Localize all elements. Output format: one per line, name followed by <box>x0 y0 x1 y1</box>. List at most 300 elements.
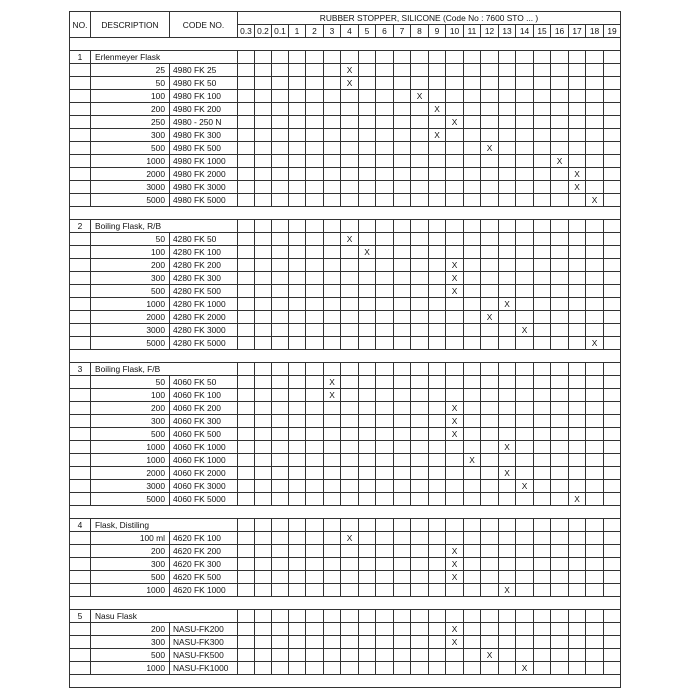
size-cell <box>394 662 411 675</box>
size-cell <box>255 610 272 623</box>
size-cell <box>586 558 604 571</box>
size-cell <box>481 493 499 506</box>
size-cell <box>359 480 376 493</box>
size-cell <box>516 467 534 480</box>
size-cell <box>499 610 516 623</box>
size-cell <box>238 493 255 506</box>
size-cell <box>341 480 359 493</box>
row-description: 500 <box>91 649 170 662</box>
size-cell <box>534 454 551 467</box>
size-cell <box>394 311 411 324</box>
group-number: 3 <box>70 363 91 376</box>
size-cell <box>551 142 569 155</box>
size-cell <box>359 649 376 662</box>
size-cell <box>341 337 359 350</box>
size-cell <box>534 649 551 662</box>
size-cell <box>359 584 376 597</box>
size-cell <box>499 64 516 77</box>
size-cell <box>306 389 324 402</box>
size-cell <box>341 90 359 103</box>
size-cell <box>464 311 481 324</box>
size-cell <box>324 610 341 623</box>
size-cell <box>394 610 411 623</box>
table-row <box>70 441 621 454</box>
size-cell <box>341 389 359 402</box>
size-cell <box>569 337 586 350</box>
size-cell <box>446 90 464 103</box>
size-cell <box>359 324 376 337</box>
row-number-cell <box>70 103 91 116</box>
size-cell <box>272 272 289 285</box>
size-mark: X <box>341 233 359 246</box>
size-cell <box>289 168 306 181</box>
size-cell <box>499 272 516 285</box>
size-cell <box>324 636 341 649</box>
size-cell <box>255 298 272 311</box>
size-cell <box>604 402 621 415</box>
size-cell <box>376 571 394 584</box>
size-cell <box>499 402 516 415</box>
size-cell <box>376 415 394 428</box>
size-cell <box>481 51 499 64</box>
size-cell <box>341 220 359 233</box>
row-description: 300 <box>91 272 170 285</box>
size-cell <box>446 246 464 259</box>
size-cell <box>289 246 306 259</box>
size-cell <box>376 441 394 454</box>
size-cell <box>516 116 534 129</box>
size-cell <box>551 519 569 532</box>
size-mark: X <box>446 558 464 571</box>
size-cell <box>272 103 289 116</box>
size-cell <box>238 584 255 597</box>
size-cell <box>255 168 272 181</box>
size-cell <box>534 194 551 207</box>
size-cell <box>604 246 621 259</box>
size-cell <box>551 415 569 428</box>
size-cell <box>394 194 411 207</box>
size-cell <box>446 181 464 194</box>
size-cell <box>394 636 411 649</box>
size-cell <box>272 428 289 441</box>
group-spacer <box>70 207 621 220</box>
group-header-row <box>70 363 621 376</box>
row-description: 2000 <box>91 168 170 181</box>
size-cell <box>359 285 376 298</box>
size-cell <box>272 298 289 311</box>
size-cell <box>464 662 481 675</box>
size-cell <box>238 142 255 155</box>
size-cell <box>516 285 534 298</box>
size-cell <box>376 428 394 441</box>
size-cell <box>411 480 429 493</box>
size-cell <box>324 142 341 155</box>
size-cell <box>306 64 324 77</box>
size-header: 7 <box>394 25 411 38</box>
size-cell <box>394 298 411 311</box>
row-description: 3000 <box>91 181 170 194</box>
size-cell <box>499 337 516 350</box>
size-cell <box>376 389 394 402</box>
size-cell <box>411 272 429 285</box>
size-cell <box>534 337 551 350</box>
size-cell <box>481 389 499 402</box>
size-cell <box>604 64 621 77</box>
size-cell <box>446 233 464 246</box>
size-cell <box>516 103 534 116</box>
size-cell <box>499 324 516 337</box>
size-cell <box>238 168 255 181</box>
size-cell <box>272 389 289 402</box>
size-cell <box>551 649 569 662</box>
size-cell <box>376 363 394 376</box>
size-cell <box>586 168 604 181</box>
size-cell <box>499 493 516 506</box>
size-cell <box>238 116 255 129</box>
size-cell <box>481 662 499 675</box>
size-header: 2 <box>306 25 324 38</box>
size-cell <box>306 428 324 441</box>
size-cell <box>516 259 534 272</box>
size-cell <box>534 363 551 376</box>
size-cell <box>464 168 481 181</box>
size-cell <box>324 298 341 311</box>
size-cell <box>411 129 429 142</box>
size-cell <box>446 142 464 155</box>
size-cell <box>411 623 429 636</box>
size-cell <box>289 142 306 155</box>
size-cell <box>481 441 499 454</box>
size-cell <box>255 376 272 389</box>
row-description: 500 <box>91 285 170 298</box>
size-cell <box>551 51 569 64</box>
row-description: 50 <box>91 77 170 90</box>
size-cell <box>534 298 551 311</box>
size-cell <box>255 285 272 298</box>
size-cell <box>255 272 272 285</box>
size-cell <box>289 90 306 103</box>
size-cell <box>604 480 621 493</box>
size-mark: X <box>446 428 464 441</box>
size-cell <box>481 415 499 428</box>
size-cell <box>411 194 429 207</box>
row-number-cell <box>70 311 91 324</box>
size-cell <box>481 571 499 584</box>
size-cell <box>289 545 306 558</box>
row-code: 4280 FK 200 <box>170 259 238 272</box>
size-cell <box>411 389 429 402</box>
size-cell <box>238 64 255 77</box>
size-header: 14 <box>516 25 534 38</box>
size-cell <box>586 142 604 155</box>
size-mark: X <box>499 467 516 480</box>
row-code: 4980 FK 100 <box>170 90 238 103</box>
size-cell <box>394 129 411 142</box>
size-cell <box>359 337 376 350</box>
size-cell <box>306 662 324 675</box>
size-cell <box>272 584 289 597</box>
size-cell <box>481 77 499 90</box>
size-cell <box>481 558 499 571</box>
size-cell <box>569 311 586 324</box>
size-cell <box>446 610 464 623</box>
size-cell <box>604 415 621 428</box>
row-number-cell <box>70 467 91 480</box>
size-cell <box>341 311 359 324</box>
size-cell <box>341 363 359 376</box>
size-cell <box>499 480 516 493</box>
size-cell <box>376 610 394 623</box>
size-cell <box>446 129 464 142</box>
size-cell <box>516 220 534 233</box>
size-cell <box>604 636 621 649</box>
size-cell <box>569 129 586 142</box>
size-cell <box>306 155 324 168</box>
size-cell <box>464 116 481 129</box>
table-row <box>70 168 621 181</box>
size-cell <box>376 259 394 272</box>
size-cell <box>551 311 569 324</box>
size-header: 5 <box>359 25 376 38</box>
size-cell <box>569 155 586 168</box>
row-number-cell <box>70 90 91 103</box>
size-cell <box>411 558 429 571</box>
size-cell <box>534 129 551 142</box>
size-cell <box>411 441 429 454</box>
size-cell <box>534 545 551 558</box>
row-description: 50 <box>91 233 170 246</box>
size-cell <box>289 441 306 454</box>
table-row <box>70 480 621 493</box>
size-cell <box>499 155 516 168</box>
size-cell <box>516 298 534 311</box>
size-mark: X <box>499 298 516 311</box>
size-cell <box>255 584 272 597</box>
row-code: 4980 - 250 N <box>170 116 238 129</box>
size-cell <box>411 545 429 558</box>
size-cell <box>238 376 255 389</box>
size-cell <box>359 415 376 428</box>
size-cell <box>238 610 255 623</box>
group-spacer <box>70 675 621 688</box>
size-cell <box>569 545 586 558</box>
row-description: 50 <box>91 376 170 389</box>
size-cell <box>569 220 586 233</box>
size-cell <box>411 246 429 259</box>
size-cell <box>255 532 272 545</box>
size-cell <box>499 415 516 428</box>
group-spacer <box>70 597 621 610</box>
size-cell <box>394 389 411 402</box>
table-row <box>70 532 621 545</box>
size-cell <box>464 324 481 337</box>
size-mark: X <box>499 584 516 597</box>
size-cell <box>324 454 341 467</box>
size-cell <box>376 519 394 532</box>
size-cell <box>429 454 446 467</box>
row-code: 4620 FK 100 <box>170 532 238 545</box>
size-cell <box>604 519 621 532</box>
size-mark: X <box>516 324 534 337</box>
size-cell <box>411 402 429 415</box>
size-cell <box>255 480 272 493</box>
size-cell <box>516 545 534 558</box>
size-cell <box>359 623 376 636</box>
size-cell <box>429 649 446 662</box>
size-cell <box>516 558 534 571</box>
size-cell <box>534 662 551 675</box>
size-cell <box>446 64 464 77</box>
size-cell <box>324 246 341 259</box>
size-cell <box>394 181 411 194</box>
size-cell <box>238 545 255 558</box>
size-cell <box>446 363 464 376</box>
size-cell <box>551 493 569 506</box>
size-cell <box>272 480 289 493</box>
size-cell <box>238 155 255 168</box>
size-cell <box>481 402 499 415</box>
size-cell <box>481 623 499 636</box>
size-cell <box>272 363 289 376</box>
size-cell <box>324 64 341 77</box>
size-cell <box>359 220 376 233</box>
size-cell <box>289 428 306 441</box>
size-cell <box>551 129 569 142</box>
size-cell <box>604 220 621 233</box>
size-cell <box>464 415 481 428</box>
table-row <box>70 103 621 116</box>
size-cell <box>341 181 359 194</box>
size-cell <box>306 441 324 454</box>
size-cell <box>272 532 289 545</box>
size-cell <box>604 272 621 285</box>
size-mark: X <box>551 155 569 168</box>
size-cell <box>429 571 446 584</box>
size-cell <box>499 259 516 272</box>
size-mark: X <box>324 376 341 389</box>
size-cell <box>306 116 324 129</box>
size-cell <box>516 129 534 142</box>
row-code: 4060 FK 100 <box>170 389 238 402</box>
size-cell <box>569 142 586 155</box>
size-cell <box>586 77 604 90</box>
size-cell <box>341 402 359 415</box>
size-cell <box>341 155 359 168</box>
size-cell <box>255 649 272 662</box>
row-description: 500 <box>91 571 170 584</box>
size-cell <box>569 363 586 376</box>
size-cell <box>516 623 534 636</box>
size-cell <box>551 610 569 623</box>
size-cell <box>516 519 534 532</box>
size-cell <box>499 285 516 298</box>
table-row <box>70 428 621 441</box>
size-cell <box>516 415 534 428</box>
size-cell <box>604 376 621 389</box>
size-cell <box>586 103 604 116</box>
size-cell <box>341 129 359 142</box>
size-cell <box>604 558 621 571</box>
size-cell <box>376 77 394 90</box>
size-cell <box>306 298 324 311</box>
size-cell <box>516 233 534 246</box>
row-number-cell <box>70 272 91 285</box>
size-cell <box>516 493 534 506</box>
size-cell <box>272 519 289 532</box>
size-cell <box>429 610 446 623</box>
size-cell <box>289 584 306 597</box>
size-cell <box>411 181 429 194</box>
row-code: NASU-FK300 <box>170 636 238 649</box>
row-number-cell <box>70 77 91 90</box>
size-cell <box>255 90 272 103</box>
size-cell <box>324 77 341 90</box>
size-cell <box>534 90 551 103</box>
size-header: 18 <box>586 25 604 38</box>
size-cell <box>551 220 569 233</box>
group-name: Boiling Flask, F/B <box>91 363 238 376</box>
size-cell <box>569 558 586 571</box>
size-cell <box>481 155 499 168</box>
size-cell <box>499 233 516 246</box>
size-cell <box>551 532 569 545</box>
size-cell <box>586 610 604 623</box>
size-cell <box>569 77 586 90</box>
row-number-cell <box>70 480 91 493</box>
size-mark: X <box>446 272 464 285</box>
size-cell <box>551 194 569 207</box>
size-cell <box>586 116 604 129</box>
size-cell <box>481 272 499 285</box>
size-cell <box>394 493 411 506</box>
size-cell <box>446 467 464 480</box>
row-description: 25 <box>91 64 170 77</box>
group-header-row <box>70 610 621 623</box>
size-cell <box>429 584 446 597</box>
size-cell <box>394 376 411 389</box>
size-cell <box>394 402 411 415</box>
size-cell <box>255 142 272 155</box>
size-cell <box>376 649 394 662</box>
size-cell <box>272 415 289 428</box>
row-number-cell <box>70 233 91 246</box>
size-cell <box>306 51 324 64</box>
size-cell <box>394 77 411 90</box>
group-spacer <box>70 350 621 363</box>
size-cell <box>255 493 272 506</box>
size-cell <box>464 493 481 506</box>
size-cell <box>429 662 446 675</box>
row-description: 300 <box>91 636 170 649</box>
size-cell <box>569 116 586 129</box>
size-cell <box>481 129 499 142</box>
size-cell <box>429 493 446 506</box>
size-cell <box>359 181 376 194</box>
size-cell <box>324 168 341 181</box>
size-cell <box>604 584 621 597</box>
size-cell <box>255 194 272 207</box>
size-cell <box>429 220 446 233</box>
size-cell <box>464 558 481 571</box>
size-cell <box>604 623 621 636</box>
size-cell <box>481 259 499 272</box>
size-cell <box>516 246 534 259</box>
size-cell <box>569 389 586 402</box>
size-cell <box>238 571 255 584</box>
size-cell <box>359 610 376 623</box>
size-cell <box>499 363 516 376</box>
size-cell <box>306 194 324 207</box>
